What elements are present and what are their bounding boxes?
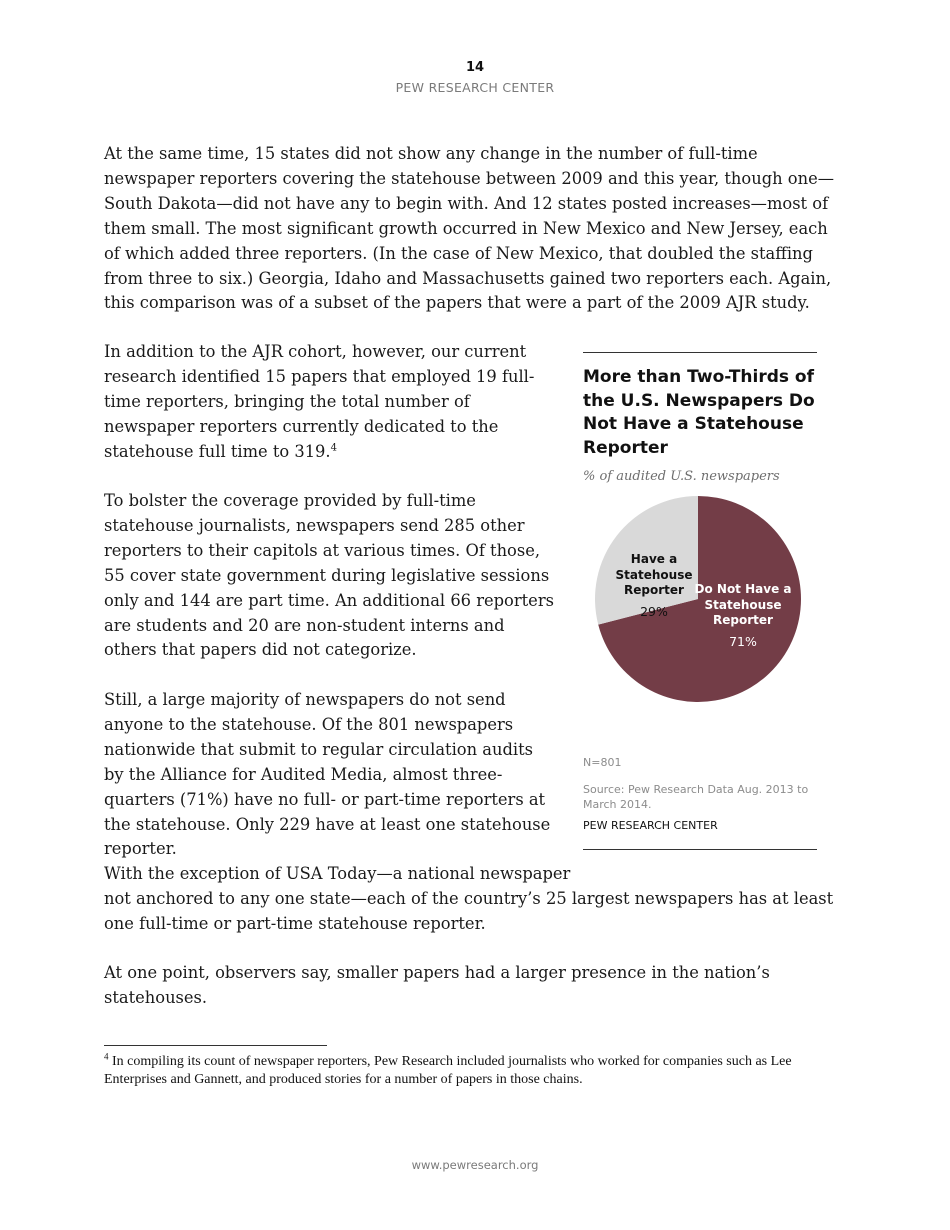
paragraph-usa-today-rest: not anchored to any one state—each of the country’s 25 largest newspapers has at least one full-time or part-time statehouse reporter. xyxy=(104,888,834,933)
header-organization: PEW RESEARCH CENTER xyxy=(395,80,555,95)
paragraph-other-reporters: To bolster the coverage provided by full-time statehouse journalists, newspapers send 285 other reporters to their capitols at various times. Of those, 55 cover state government during legislative sessions only and 144 are part time. An additional 66 reporters are students and 20 are non-student interns and others that papers did not categorize. xyxy=(104,491,554,660)
slice-label-no-reporter xyxy=(693,582,793,649)
slice-name-have-reporter: Have a Statehouse Reporter xyxy=(615,552,693,597)
footnote-rule xyxy=(104,1045,327,1046)
paragraph-majority-no-reporter: Still, a large majority of newspapers do not send anyone to the statehouse. Of the 801 newspapers nationwide that submit to regular circulation audits by the Alliance for Audited Media, almost three-quarters (71%) have no full- or part-time reporters at the statehouse. Only 229 have at least one statehouse reporter. xyxy=(104,690,551,859)
footnote-reference: 4 xyxy=(330,442,337,454)
footnote-text: In compiling its count of newspaper reporters, Pew Research included journalists who worked for companies such as Lee Enterprises and Gannett, and produced stories for a number of papers in those chains. xyxy=(104,1054,792,1087)
sidebar-top-rule xyxy=(583,352,817,353)
paragraph-states-change: At the same time, 15 states did not show any change in the number of full-time newspaper reporters covering the statehouse between 2009 and this year, though one—South Dakota—did not have any to begin with. And 12 states posted increases—most of them small. The most significant growth occurred in New Mexico and New Jersey, each of which added three reporters. (In the case of New Mexico, that doubled the staffing from three to six.) Georgia, Idaho and Massachusetts gained two reporters each. Again, this comparison was of a subset of the papers that were a part of the 2009 AJR study. xyxy=(104,144,834,313)
pie-chart xyxy=(583,496,817,716)
page-header xyxy=(0,60,950,95)
paragraph-additional-papers-text: In addition to the AJR cohort, however, our current research identified 15 papers that employed 19 full-time reporters, bringing the total number of newspaper reporters currently dedicated to the statehouse full time to 319. xyxy=(104,342,535,461)
sidebar-bottom-rule xyxy=(583,849,817,850)
sample-size-note: N=801 xyxy=(583,756,622,769)
footnote xyxy=(104,1053,846,1089)
slice-label-have-reporter xyxy=(605,552,703,619)
slice-value-no-reporter: 71% xyxy=(729,633,757,649)
chart-title: More than Two-Thirds of the U.S. Newspapers Do Not Have a Statehouse Reporter xyxy=(583,367,815,458)
chart-sidebar xyxy=(583,352,817,850)
footer-url: www.pewresearch.org xyxy=(411,1158,539,1172)
source-note: Source: Pew Research Data Aug. 2013 to March 2014. xyxy=(583,783,809,811)
page-number: 14 xyxy=(465,60,485,75)
paragraph-usa-today-line1: With the exception of USA Today—a national newspaper xyxy=(104,864,571,883)
chart-subtitle: % of audited U.S. newspapers xyxy=(583,469,780,484)
chart-credit: PEW RESEARCH CENTER xyxy=(583,819,718,832)
paragraph-additional-papers xyxy=(104,340,554,465)
footnote-mark: 4 xyxy=(104,1051,109,1062)
paragraph-usa-today xyxy=(104,862,844,937)
slice-name-no-reporter: Do Not Have a Statehouse Reporter xyxy=(694,582,792,627)
paragraph-smaller-papers: At one point, observers say, smaller papers had a larger presence in the nation’s statehouses. xyxy=(104,963,770,1007)
slice-value-have-reporter: 29% xyxy=(640,603,668,619)
